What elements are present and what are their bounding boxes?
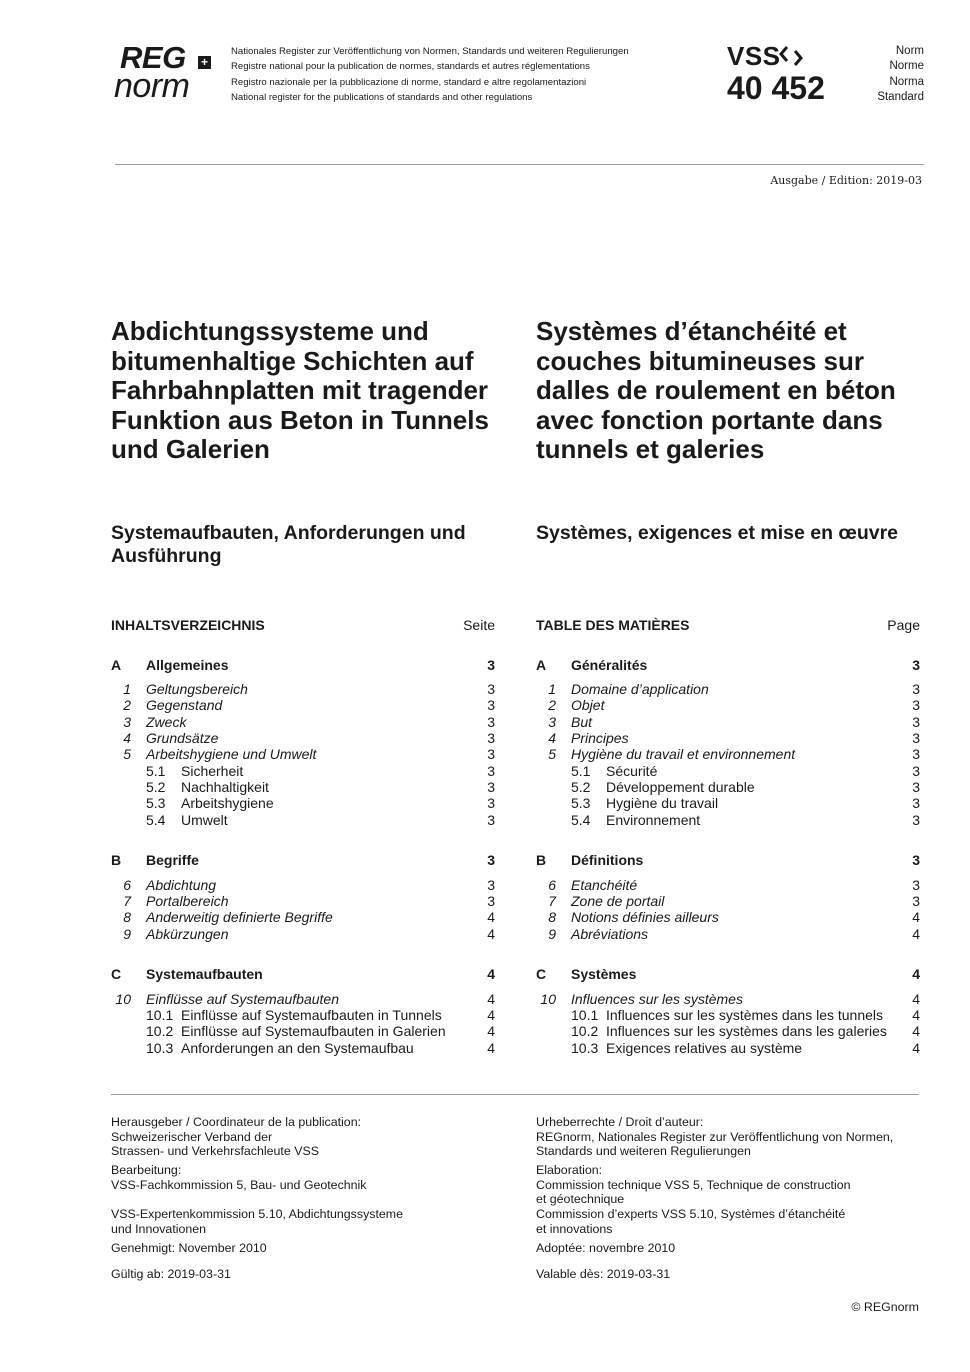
toc-entry-label: Influences sur les systèmes dans les tunnels	[606, 1007, 884, 1023]
toc-page-number: 4	[912, 991, 920, 1007]
title-fr: Systèmes d’étanchéité et couches bitumineuses sur dalles de roulement en béton avec fonction portante dans tunnels et galeries	[536, 316, 896, 464]
toc-de-page-label: Seite	[463, 617, 495, 633]
toc-entry-label: Objet	[571, 697, 605, 713]
toc-entry-label: Hygiène du travail et environnement	[571, 746, 796, 762]
toc-entry-label: Einflüsse auf Systemaufbauten	[146, 991, 340, 1007]
toc-entry-label: Systemaufbauten	[146, 966, 263, 982]
expert-committee-de-line-2: und Innovationen	[111, 1221, 207, 1236]
toc-row	[536, 746, 920, 763]
toc-row	[536, 877, 920, 894]
toc-fr-page-label: Page	[887, 617, 920, 633]
toc-entry-label: Arbeitshygiene und Umwelt	[146, 746, 317, 762]
toc-row	[111, 812, 495, 829]
toc-number: C	[536, 966, 547, 982]
toc-page-number: 4	[487, 966, 495, 982]
toc-number: 5.4	[146, 812, 166, 828]
footer-copyright	[536, 1115, 926, 1159]
toc-entry-label: Zweck	[146, 714, 187, 730]
toc-entry-label: Etanchéité	[571, 877, 638, 893]
toc-entry-label: Umwelt	[181, 812, 228, 828]
toc-row	[536, 657, 920, 674]
toc-row	[536, 852, 920, 869]
toc-number: 10	[115, 991, 131, 1007]
toc-number: 10.1	[571, 1007, 599, 1023]
logo-reg-text: REG	[120, 40, 186, 75]
toc-number: 1	[123, 681, 131, 697]
toc-row	[111, 681, 495, 698]
toc-page-number: 4	[487, 1023, 495, 1039]
publisher-label: Herausgeber / Coordinateur de la publication:	[111, 1115, 362, 1129]
toc-row	[111, 763, 495, 780]
toc-row	[536, 795, 920, 812]
toc-row	[536, 681, 920, 698]
toc-page-number: 4	[487, 991, 495, 1007]
toc-page-number: 3	[912, 852, 920, 868]
logo-plus-icon: +	[198, 56, 211, 69]
toc-page-number: 3	[912, 795, 920, 811]
toc-number: A	[111, 657, 122, 673]
toc-de-heading: INHALTSVERZEICHNIS	[111, 617, 265, 633]
toc-row	[111, 714, 495, 731]
toc-row	[111, 779, 495, 796]
copyright-line-1: REGnorm, Nationales Register zur Veröffentlichung von Normen,	[536, 1129, 894, 1144]
toc-fr-heading: TABLE DES MATIÈRES	[536, 617, 690, 633]
toc-fr-header	[536, 615, 920, 635]
toc-row	[111, 1040, 495, 1057]
processing-line-1: VSS-Fachkommission 5, Bau- und Geotechnik	[111, 1177, 367, 1192]
copyright-line-2: Standards und weiteren Regulierungen	[536, 1144, 751, 1159]
copyright-label: Urheberrechte / Droit d’auteur:	[536, 1115, 704, 1129]
toc-number: 7	[548, 893, 556, 909]
toc-page-number: 3	[487, 681, 495, 697]
toc-row	[536, 1040, 920, 1057]
toc-row	[536, 779, 920, 796]
toc-page-number: 3	[912, 730, 920, 746]
toc-number: B	[111, 852, 122, 868]
toc-page-number: 3	[487, 877, 495, 893]
toc-row	[111, 697, 495, 714]
toc-page-number: 4	[487, 926, 495, 942]
toc-row	[111, 795, 495, 812]
toc-number: 1	[548, 681, 556, 697]
expert-committee-fr-line-1: Commission d’experts VSS 5.10, Systèmes d’étanchéité	[536, 1207, 846, 1221]
toc-number: 7	[123, 893, 131, 909]
toc-entry-label: Begriffe	[146, 852, 199, 868]
toc-row	[536, 714, 920, 731]
toc-page-number: 3	[487, 812, 495, 828]
toc-row	[111, 966, 495, 983]
toc-row	[536, 893, 920, 910]
toc-number: 5.1	[146, 763, 166, 779]
toc-number: 5	[123, 746, 131, 762]
toc-page-number: 3	[487, 697, 495, 713]
toc-number: C	[111, 966, 122, 982]
toc-number: 8	[548, 909, 556, 925]
toc-entry-label: Sécurité	[606, 763, 658, 779]
toc-row	[536, 909, 920, 926]
footer-expert-committee-de	[111, 1207, 501, 1236]
toc-entry-label: Nachhaltigkeit	[181, 779, 269, 795]
toc-page-number: 3	[912, 681, 920, 697]
valid-date-de: Gültig ab: 2019-03-31	[111, 1267, 231, 1281]
elaboration-label: Elaboration:	[536, 1163, 603, 1177]
toc-entry-label: Einflüsse auf Systemaufbauten in Galerien	[181, 1023, 446, 1039]
processing-label: Bearbeitung:	[111, 1163, 182, 1177]
toc-entry-label: Hygiène du travail	[606, 795, 719, 811]
toc-page-number: 3	[487, 852, 495, 868]
toc-number: 3	[123, 714, 131, 730]
norm-type-fr: Norme	[889, 60, 924, 73]
toc-entry-label: Anforderungen an den Systemaufbau	[181, 1040, 414, 1056]
toc-number: A	[536, 657, 547, 673]
toc-entry-label: Geltungsbereich	[146, 681, 248, 697]
toc-entry-label: Abkürzungen	[146, 926, 229, 942]
title-de: Abdichtungssysteme und bitumenhaltige Schichten auf Fahrbahnplatten mit tragender Funktion aus Beton in Tunnels und Galerien	[111, 316, 489, 464]
vss-logo-text: VSS	[727, 41, 781, 71]
footer-processing	[111, 1163, 501, 1192]
toc-entry-label: Environnement	[606, 812, 701, 828]
toc-row	[111, 746, 495, 763]
toc-number: 10.2	[146, 1023, 174, 1039]
toc-row	[111, 926, 495, 943]
toc-number: 5.2	[146, 779, 166, 795]
toc-entry-label: Domaine d’application	[571, 681, 709, 697]
edition-label: Ausgabe / Edition: 2019-03	[770, 174, 922, 187]
toc-entry-label: Abdichtung	[146, 877, 217, 893]
toc-entry-label: Grundsätze	[146, 730, 219, 746]
toc-page-number: 3	[912, 697, 920, 713]
toc-de	[111, 0, 495, 1090]
subtitle-fr: Systèmes, exigences et mise en œuvre	[536, 522, 899, 544]
toc-page-number: 3	[487, 746, 495, 762]
toc-page-number: 4	[912, 1007, 920, 1023]
toc-page-number: 3	[487, 657, 495, 673]
register-line-de: Nationales Register zur Veröffentlichung von Normen, Standards und weiteren Regulierungen	[231, 46, 629, 57]
toc-page-number: 3	[912, 657, 920, 673]
toc-page-number: 4	[487, 1040, 495, 1056]
toc-page-number: 4	[912, 909, 920, 925]
toc-row	[111, 991, 495, 1008]
subtitle-de: Systemaufbauten, Anforderungen und Ausführung	[111, 522, 466, 567]
toc-entry-label: Exigences relatives au système	[606, 1040, 803, 1056]
toc-entry-label: Systèmes	[571, 966, 637, 982]
toc-entry-label: Influences sur les systèmes	[571, 991, 743, 1007]
toc-number: 3	[548, 714, 556, 730]
toc-row	[536, 1023, 920, 1040]
toc-entry-label: Influences sur les systèmes dans les galeries	[606, 1023, 887, 1039]
logo-norm-text: norm	[114, 67, 190, 105]
toc-entry-label: Einflüsse auf Systemaufbauten in Tunnels	[181, 1007, 442, 1023]
toc-row	[111, 893, 495, 910]
footer-publisher	[111, 1115, 501, 1159]
toc-fr	[536, 0, 920, 1090]
toc-page-number: 3	[487, 730, 495, 746]
toc-entry-label: Allgemeines	[146, 657, 229, 673]
toc-page-number: 3	[487, 893, 495, 909]
toc-number: 9	[123, 926, 131, 942]
toc-number: 10.3	[146, 1040, 174, 1056]
expert-committee-fr-line-2: et innovations	[536, 1221, 613, 1236]
toc-entry-label: Anderweitig definierte Begriffe	[146, 909, 333, 925]
toc-number: 10.3	[571, 1040, 599, 1056]
toc-number: 5.2	[571, 779, 591, 795]
toc-entry-label: Abréviations	[571, 926, 649, 942]
toc-entry-label: Principes	[571, 730, 629, 746]
toc-page-number: 3	[487, 714, 495, 730]
toc-row	[536, 812, 920, 829]
toc-entry-label: Portalbereich	[146, 893, 229, 909]
adopted-date-fr: Adoptée: novembre 2010	[536, 1241, 676, 1255]
toc-number: 5.4	[571, 812, 591, 828]
expert-committee-de-line-1: VSS-Expertenkommission 5.10, Abdichtungssysteme	[111, 1207, 404, 1221]
toc-number: 2	[548, 697, 556, 713]
toc-entry-label: Notions définies ailleurs	[571, 909, 719, 925]
toc-entry-label: Généralités	[571, 657, 648, 673]
toc-page-number: 4	[912, 966, 920, 982]
footer-expert-committee-fr	[536, 1207, 926, 1236]
toc-number: 5.3	[146, 795, 166, 811]
register-line-en: National register for the publications of standards and other regulations	[231, 91, 533, 103]
toc-row	[111, 1023, 495, 1040]
norm-type-it: Norma	[889, 75, 924, 88]
approved-date-de: Genehmigt: November 2010	[111, 1241, 267, 1255]
toc-de-header	[111, 615, 495, 635]
valid-date-fr: Valable dès: 2019-03-31	[536, 1267, 671, 1281]
norm-type-en: Standard	[877, 90, 924, 103]
toc-number: 9	[548, 926, 556, 942]
footer-divider	[111, 1094, 919, 1095]
toc-entry-label: Arbeitshygiene	[181, 795, 274, 811]
toc-row	[536, 697, 920, 714]
toc-page-number: 3	[487, 763, 495, 779]
toc-row	[111, 657, 495, 674]
toc-page-number: 3	[912, 763, 920, 779]
toc-row	[111, 1007, 495, 1024]
toc-row	[111, 909, 495, 926]
toc-page-number: 3	[912, 714, 920, 730]
publisher-line-2: Strassen- und Verkehrsfachleute VSS	[111, 1144, 320, 1159]
toc-page-number: 3	[487, 795, 495, 811]
toc-page-number: 3	[912, 893, 920, 909]
toc-page-number: 4	[912, 926, 920, 942]
footer-elaboration	[536, 1163, 926, 1207]
toc-number: 10.1	[146, 1007, 174, 1023]
toc-row	[536, 730, 920, 747]
toc-row	[536, 991, 920, 1008]
toc-row	[111, 852, 495, 869]
toc-row	[111, 730, 495, 747]
toc-number: 5.3	[571, 795, 591, 811]
toc-number: 10	[540, 991, 556, 1007]
toc-entry-label: Sicherheit	[181, 763, 244, 779]
toc-entry-label: But	[571, 714, 593, 730]
standard-number: 40 452	[727, 70, 825, 106]
toc-row	[111, 877, 495, 894]
toc-number: 6	[548, 877, 556, 893]
toc-number: 8	[123, 909, 131, 925]
register-line-fr: Registre national pour la publication de normes, standards et autres réglementations	[231, 61, 590, 73]
toc-number: 5	[548, 746, 556, 762]
copyright-notice: © REGnorm	[851, 1300, 919, 1314]
toc-number: 4	[548, 730, 556, 746]
toc-row	[536, 966, 920, 983]
register-line-it: Registro nazionale per la pubblicazione di norme, standard e altre regolamentazioni	[231, 76, 587, 88]
publisher-line-1: Schweizerischer Verband der	[111, 1129, 273, 1144]
elaboration-line-2: et géotechnique	[536, 1192, 625, 1207]
toc-number: 2	[123, 697, 131, 713]
toc-number: B	[536, 852, 547, 868]
toc-page-number: 4	[912, 1023, 920, 1039]
toc-number: 6	[123, 877, 131, 893]
toc-page-number: 3	[912, 812, 920, 828]
toc-row	[536, 763, 920, 780]
elaboration-line-1: Commission technique VSS 5, Technique de construction	[536, 1177, 851, 1192]
toc-row	[536, 926, 920, 943]
toc-page-number: 4	[487, 909, 495, 925]
toc-number: 10.2	[571, 1023, 599, 1039]
toc-row	[536, 1007, 920, 1024]
norm-type-de: Norm	[895, 45, 924, 57]
toc-page-number: 3	[912, 779, 920, 795]
toc-page-number: 4	[912, 1040, 920, 1056]
toc-number: 5.1	[571, 763, 591, 779]
toc-number: 4	[123, 730, 131, 746]
toc-entry-label: Définitions	[571, 852, 644, 868]
toc-page-number: 3	[487, 779, 495, 795]
toc-page-number: 4	[487, 1007, 495, 1023]
toc-entry-label: Développement durable	[606, 779, 755, 795]
toc-page-number: 3	[912, 877, 920, 893]
toc-entry-label: Zone de portail	[571, 893, 665, 909]
toc-page-number: 3	[912, 746, 920, 762]
toc-entry-label: Gegenstand	[146, 697, 223, 713]
